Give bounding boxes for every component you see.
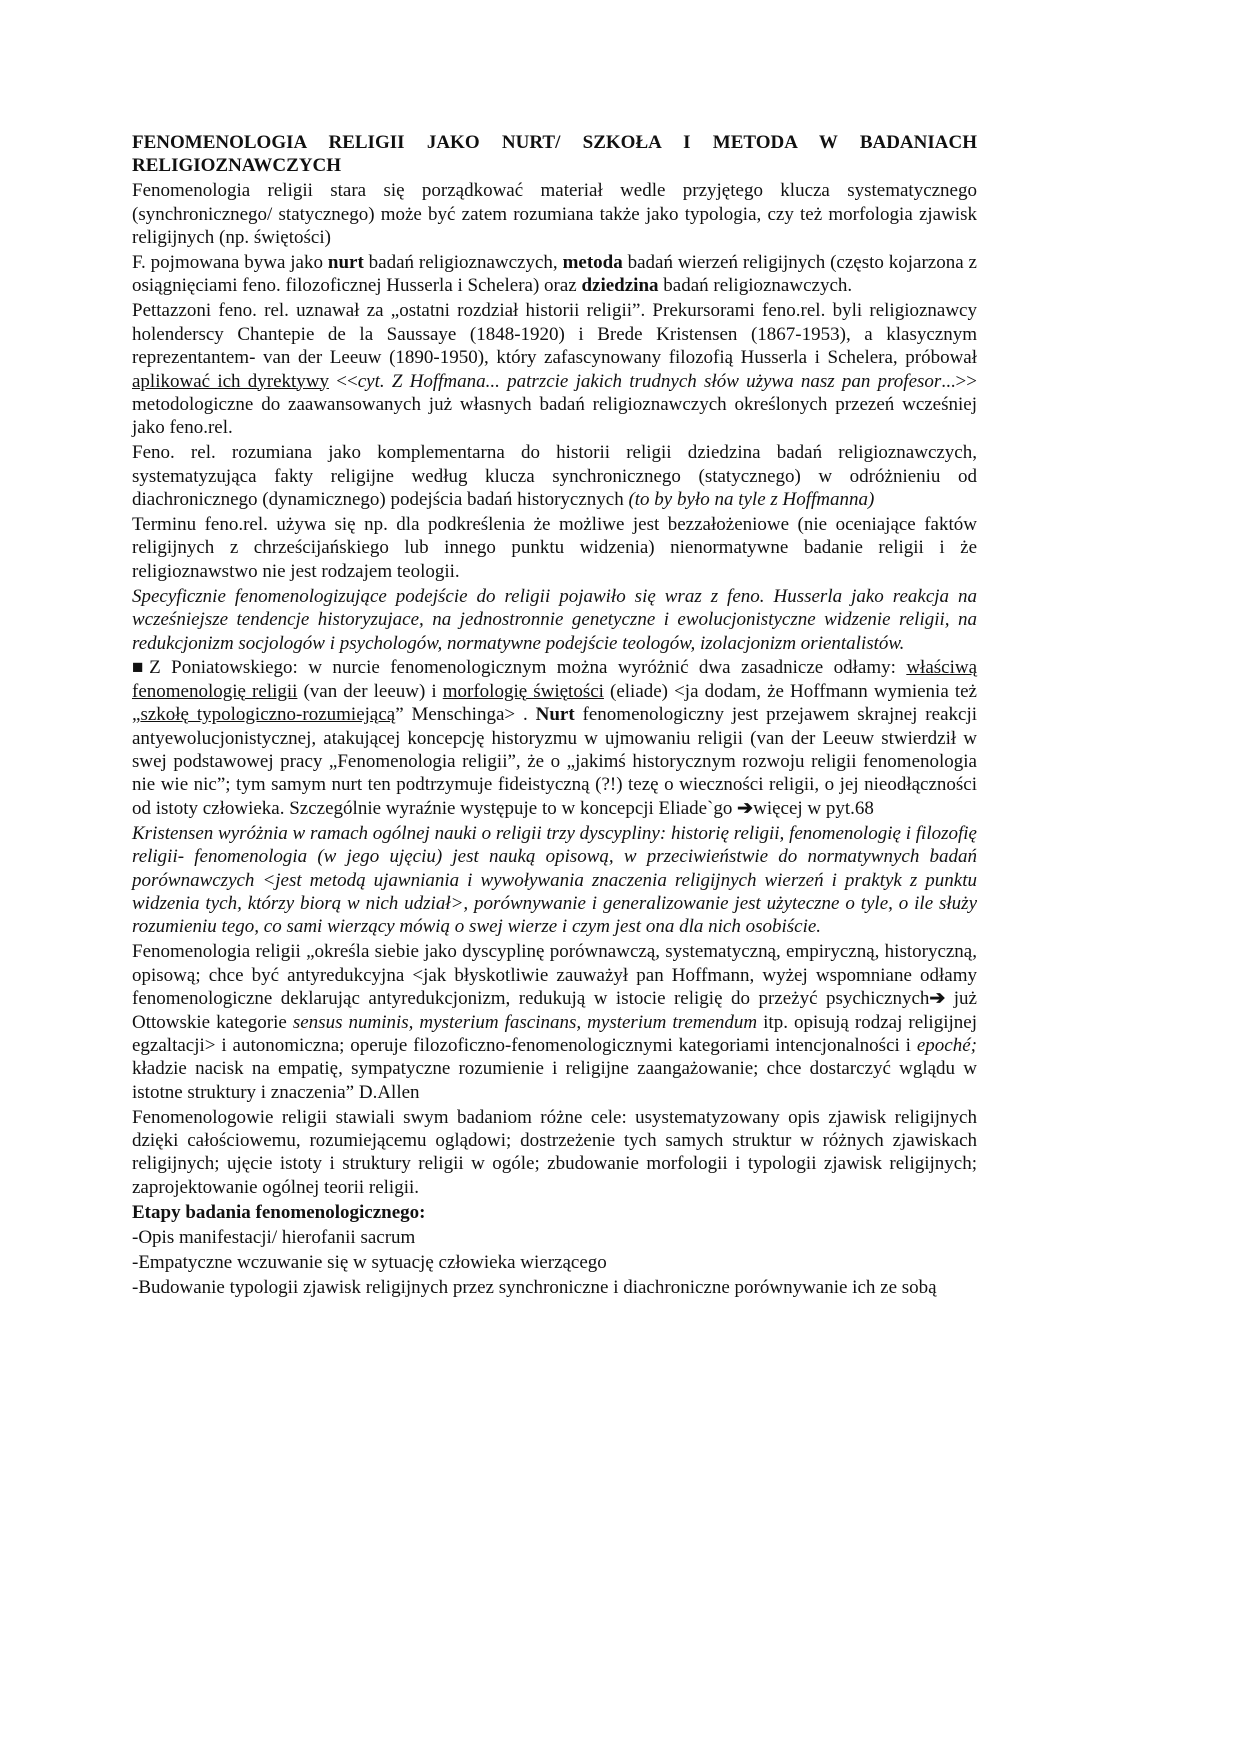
text-run: Fenomenologia religii „określa siebie jako dyscyplinę porównawczą, systematyczną, empiryczną, historyczną, opisową; chce być antyredukcyjna <jak błyskotliwie zauważył pan Hoffmann, wyżej wspomniane odłamy fenomenologiczne deklarując antyredukcjonizm, redukują w istocie religię do przeżyć psychicznych: [132, 941, 977, 1010]
text-run: Terminu feno.rel. używa się np. dla podkreślenia że możliwe jest bezzałożeniowe (nie oceniające faktów religijnych z chrześcijańskiego lub innego punktu widzenia) nienormatywne badanie religii i że religioznawstwo nie jest rodzajem teologii.: [132, 514, 977, 582]
text-run: nurt: [327, 252, 364, 274]
text-run: (eliade) <ja dodam, że Hoffmann wymienia też „: [132, 680, 977, 726]
paragraph: [132, 585, 977, 655]
text-run: Kristensen wyróżnia w ramach ogólnej nauki o religii trzy dyscypliny: historię religii, fenomenologię i filozofię religii- fenomenologia (w jego ujęciu) jest nauką opisową, w przeciwieństwie do normatywnych badań porównawczych <jest metodą ujawniania i wywoływania znaczenia religijnych wierzeń i praktyk z punktu widzenia tych, którzy biorą w nich udział>, porównywanie i generalizowanie jest użyteczne o tyle, o ile służy rozumieniu tego, co sami wierzący mówią o swej wierze i czym jest ona dla nich osobiście.: [132, 822, 977, 938]
text-run: ...>> metodologiczne do zaawansowanych już własnych badań religioznawczych określonych przezeń wcześniej jako feno.rel.: [132, 370, 977, 439]
text-run: Feno. rel. rozumiana jako komplementarna do historii religii dziedzina badań religioznawczych, systematyzująca fakty religijne według klucza synchronicznego (statycznego) w odróżnieniu od diachronicznego (dynamicznego) podejścia badań historycznych: [132, 442, 977, 511]
paragraph: [132, 441, 977, 511]
arrow-right-icon: ➔: [737, 797, 754, 819]
underlined-text: aplikować ich dyrektywy: [132, 370, 330, 392]
underlined-text: szkołę typologiczno-rozumiejącą: [140, 704, 396, 726]
paragraph: [132, 179, 977, 249]
text-run: kładzie nacisk na empatię, sympatyczne rozumienie i religijne zaangażowanie; chce dostarczyć wglądu w istotne struktury i znaczenia” D.Allen: [132, 1058, 977, 1103]
paragraph: [132, 940, 977, 1104]
arrow-right-icon: ➔: [929, 988, 946, 1010]
bullet-square-icon: ■: [132, 657, 150, 679]
text-run: -Empatyczne wczuwanie się w sytuację człowieka wierzącego: [132, 1251, 607, 1273]
text-run: itp. opisują rodzaj religijnej egzaltacji> i autonomiczna; operuje filozoficzno-fenomenologicznymi kategoriami intencjonalności i: [132, 1011, 977, 1056]
text-run: sensus numinis, mysterium fascinans, mysterium tremendum: [292, 1011, 758, 1033]
text-run: badań religioznawczych,: [363, 252, 563, 274]
document-page: [132, 131, 977, 1300]
text-run: ” Menschinga> .: [395, 704, 536, 726]
paragraph: [132, 299, 977, 439]
text-run: Fenomenologowie religii stawiali swym badaniom różne cele: usystematyzowany opis zjawisk religijnych dzięki całościowemu, rozumiejącemu oglądowi; dostrzeżenie tych samych struktur w różnych zjawiskach religijnych; ujęcie istoty i struktury religii w ogóle; zbudowanie morfologii i typologii zjawisk religijnych; zaprojektowanie ogólnej teorii religii.: [132, 1106, 977, 1198]
text-run: dziedzina: [581, 275, 659, 297]
text-run: -Opis manifestacji/ hierofanii sacrum: [132, 1226, 416, 1248]
section-heading: [132, 1201, 977, 1224]
paragraph: [132, 822, 977, 939]
list-item: [132, 1251, 977, 1274]
text-run: -Budowanie typologii zjawisk religijnych przez synchroniczne i diachroniczne porównywanie ich ze sobą: [132, 1276, 937, 1298]
text-run: <<: [329, 370, 358, 392]
text-run: FENOMENOLOGIA RELIGII JAKO NURT/ SZKOŁA I METODA W BADANIACH RELIGIOZNAWCZYCH: [132, 132, 977, 177]
text-run: Specyficznie fenomenologizujące podejście do religii pojawiło się wraz z feno. Husserla jako reakcja na wcześniejsze tendencje historyzujace, na jednostronnie genetyczne i ewolucjonistyczne widzenie religii, na redukcjonizm socjologów i psychologów, normatywne podejście teologów, izolacjonizm orientalistów.: [132, 585, 977, 654]
paragraph: [132, 513, 977, 583]
list-item: [132, 1276, 977, 1299]
text-run: Z Poniatowskiego: w nurcie fenomenologicznym można wyróżnić dwa zasadnicze odłamy:: [149, 657, 907, 679]
text-run: Etapy badania fenomenologicznego:: [132, 1201, 426, 1223]
paragraph: [132, 656, 977, 820]
text-run: (to by było na tyle z Hoffmanna): [628, 489, 875, 511]
text-run: już Ottowskie kategorie: [132, 988, 977, 1033]
underlined-text: morfologię świętości: [442, 680, 604, 702]
text-run: fenomenologiczny jest przejawem skrajnej reakcji antyewolucjonistycznej, atakującej koncepcję historyzmu w ujmowaniu religii (van der Leeuw stwierdził w swej podstawowej pracy „Fenomenologia religii”, że o „jakimś historycznym rozwoju religii fenomenologia nie wie nic”; tym samym nurt ten podtrzymuje fideistyczną (?!) tezę o wieczności religii, o jej nieodłączności od istoty człowieka. Szczególnie wyraźnie występuje to w koncepcji Eliade`go: [132, 704, 977, 819]
underlined-text: właściwą fenomenologię religii: [132, 657, 978, 702]
text-run: metoda: [562, 252, 623, 274]
paragraph: [132, 251, 977, 298]
document-title: [132, 131, 977, 178]
text-run: badań wierzeń religijnych (często kojarzona z osiągnięciami feno. filozoficznej Husserla i Schelera) oraz: [132, 252, 977, 297]
text-run: Fenomenologia religii stara się porządkować materiał wedle przyjętego klucza systematycznego (synchronicznego/ statycznego) może być zatem rozumiana także jako typologia, czy też morfologia zjawisk religijnych (np. świętości): [132, 180, 977, 249]
paragraph: [132, 1106, 977, 1200]
text-run: Nurt: [535, 704, 575, 726]
text-run: epoché;: [916, 1034, 977, 1056]
text-run: F. pojmowana bywa jako: [132, 252, 328, 274]
list-item: [132, 1226, 977, 1249]
text-run: (van der leeuw) i: [297, 680, 443, 702]
text-run: Pettazzoni feno. rel. uznawał za „ostatni rozdział historii religii”. Prekursorami feno.rel. byli religioznawcy holenderscy Chantepie de la Saussaye (1848-1920) i Brede Kristensen (1867-1953), a klasycznym reprezentantem- van der Leeuw (1890-1950), który zafascynowany filozofią Husserla i Schelera, próbował: [132, 300, 977, 369]
text-run: cyt. Z Hoffmana... patrzcie jakich trudnych słów używa nasz pan profesor: [357, 370, 942, 392]
text-run: badań religioznawczych.: [658, 275, 853, 297]
text-run: więcej w pyt.68: [753, 797, 874, 819]
